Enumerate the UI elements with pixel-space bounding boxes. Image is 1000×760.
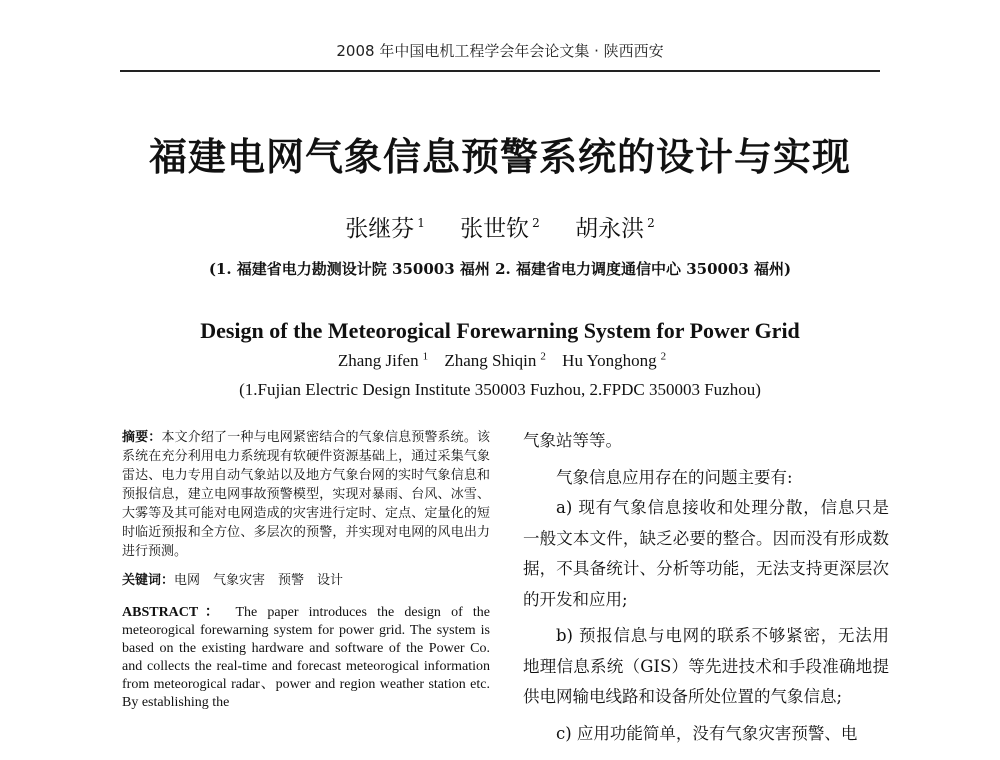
english-affiliation: (1.Fujian Electric Design Institute 350003 Fuzhou, 2.FPDC 350003 Fuzhou): [239, 380, 761, 399]
author-name: Zhang Shiqin: [444, 350, 537, 370]
author-name: 张继芬: [345, 216, 415, 242]
body-paragraph-2: a) 现有气象信息接收和处理分散，信息只是一般文本文件，缺乏必要的整合。因而没有形成数据，不具备统计、分析等功能，无法支持更深层次的开发和应用;: [523, 498, 889, 609]
english-author-list: [0, 350, 1000, 371]
left-column: [122, 428, 490, 712]
body-paragraph-0: 气象站等等。: [523, 431, 622, 450]
abstract-label: 摘要：: [122, 430, 162, 445]
author-sup: 2: [660, 350, 667, 362]
author-name: 胡永洪: [575, 216, 645, 242]
right-column: [523, 426, 889, 749]
english-author-2: [440, 351, 546, 370]
body-paragraph-1: 气象信息应用存在的问题主要有:: [556, 467, 793, 487]
author-sup: 2: [540, 350, 546, 362]
abstract-paragraph: [122, 428, 490, 561]
english-author-3: [558, 351, 666, 370]
author-name: 张世钦: [460, 216, 530, 242]
author-sup: 2: [532, 216, 540, 231]
author-list: [0, 210, 1000, 243]
author-3: [575, 210, 655, 243]
affiliation: (1. 福建省电力勘测设计院 350003 福州 2. 福建省电力调度通信中心 350003 福州): [208, 260, 792, 278]
author-2: [460, 210, 540, 243]
abstract-text: 本文介绍了一种与电网紧密结合的气象信息预警系统。该系统在充分利用电力系统现有软硬件资源基础上，通过采集气象雷达、电力专用自动气象站以及地方气象台网的实时气象信息和预报信息，建立电网事故预警模型，实现对暴雨、台风、冰雪、大雾等及其可能对电网造成的灾害进行定时、定点、定量化的短时临近预报和全方位、多层次的预警，并实现对电网的风电出力进行预测。: [122, 430, 490, 559]
english-abstract-label: ABSTRACT：: [122, 605, 226, 620]
author-1: [345, 210, 425, 243]
english-abstract-text: The paper introduces the design of the meteorogical forewarning system for power grid. The system is based on the existing hardware and software of the Power Co. and collects the real-time and forecast meteorogical information from meteorogical radar、power and region weather station etc. By establishing the: [122, 605, 490, 710]
author-name: Zhang Jifen: [337, 350, 419, 370]
author-sup: 1: [422, 350, 429, 362]
keywords-text: 电网 气象灾害 预警 设计: [174, 573, 344, 588]
author-sup: 2: [647, 216, 655, 231]
keywords-label: 关键词：: [122, 573, 175, 588]
english-abstract-paragraph: [122, 604, 490, 712]
author-name: Hu Yonghong: [562, 350, 657, 370]
english-title: Design of the Meteorogical Forewarning System for Power Grid: [200, 318, 800, 343]
author-sup: 1: [417, 216, 425, 231]
body-paragraph-4: c) 应用功能简单，没有气象灾害预警、电: [556, 723, 858, 743]
body-paragraph-3: b) 预报信息与电网的联系不够紧密，无法用地理信息系统（GIS）等先进技术和手段准确地提供电网输电线路和设备所处位置的气象信息;: [523, 626, 889, 706]
running-head: 2008 年中国电机工程学会年会论文集 · 陕西西安: [336, 42, 664, 60]
paper-title: 福建电网气象信息预警系统的设计与实现: [148, 135, 851, 179]
english-author-1: [334, 351, 428, 370]
keywords-paragraph: [122, 571, 490, 590]
header-rule: [120, 70, 880, 72]
